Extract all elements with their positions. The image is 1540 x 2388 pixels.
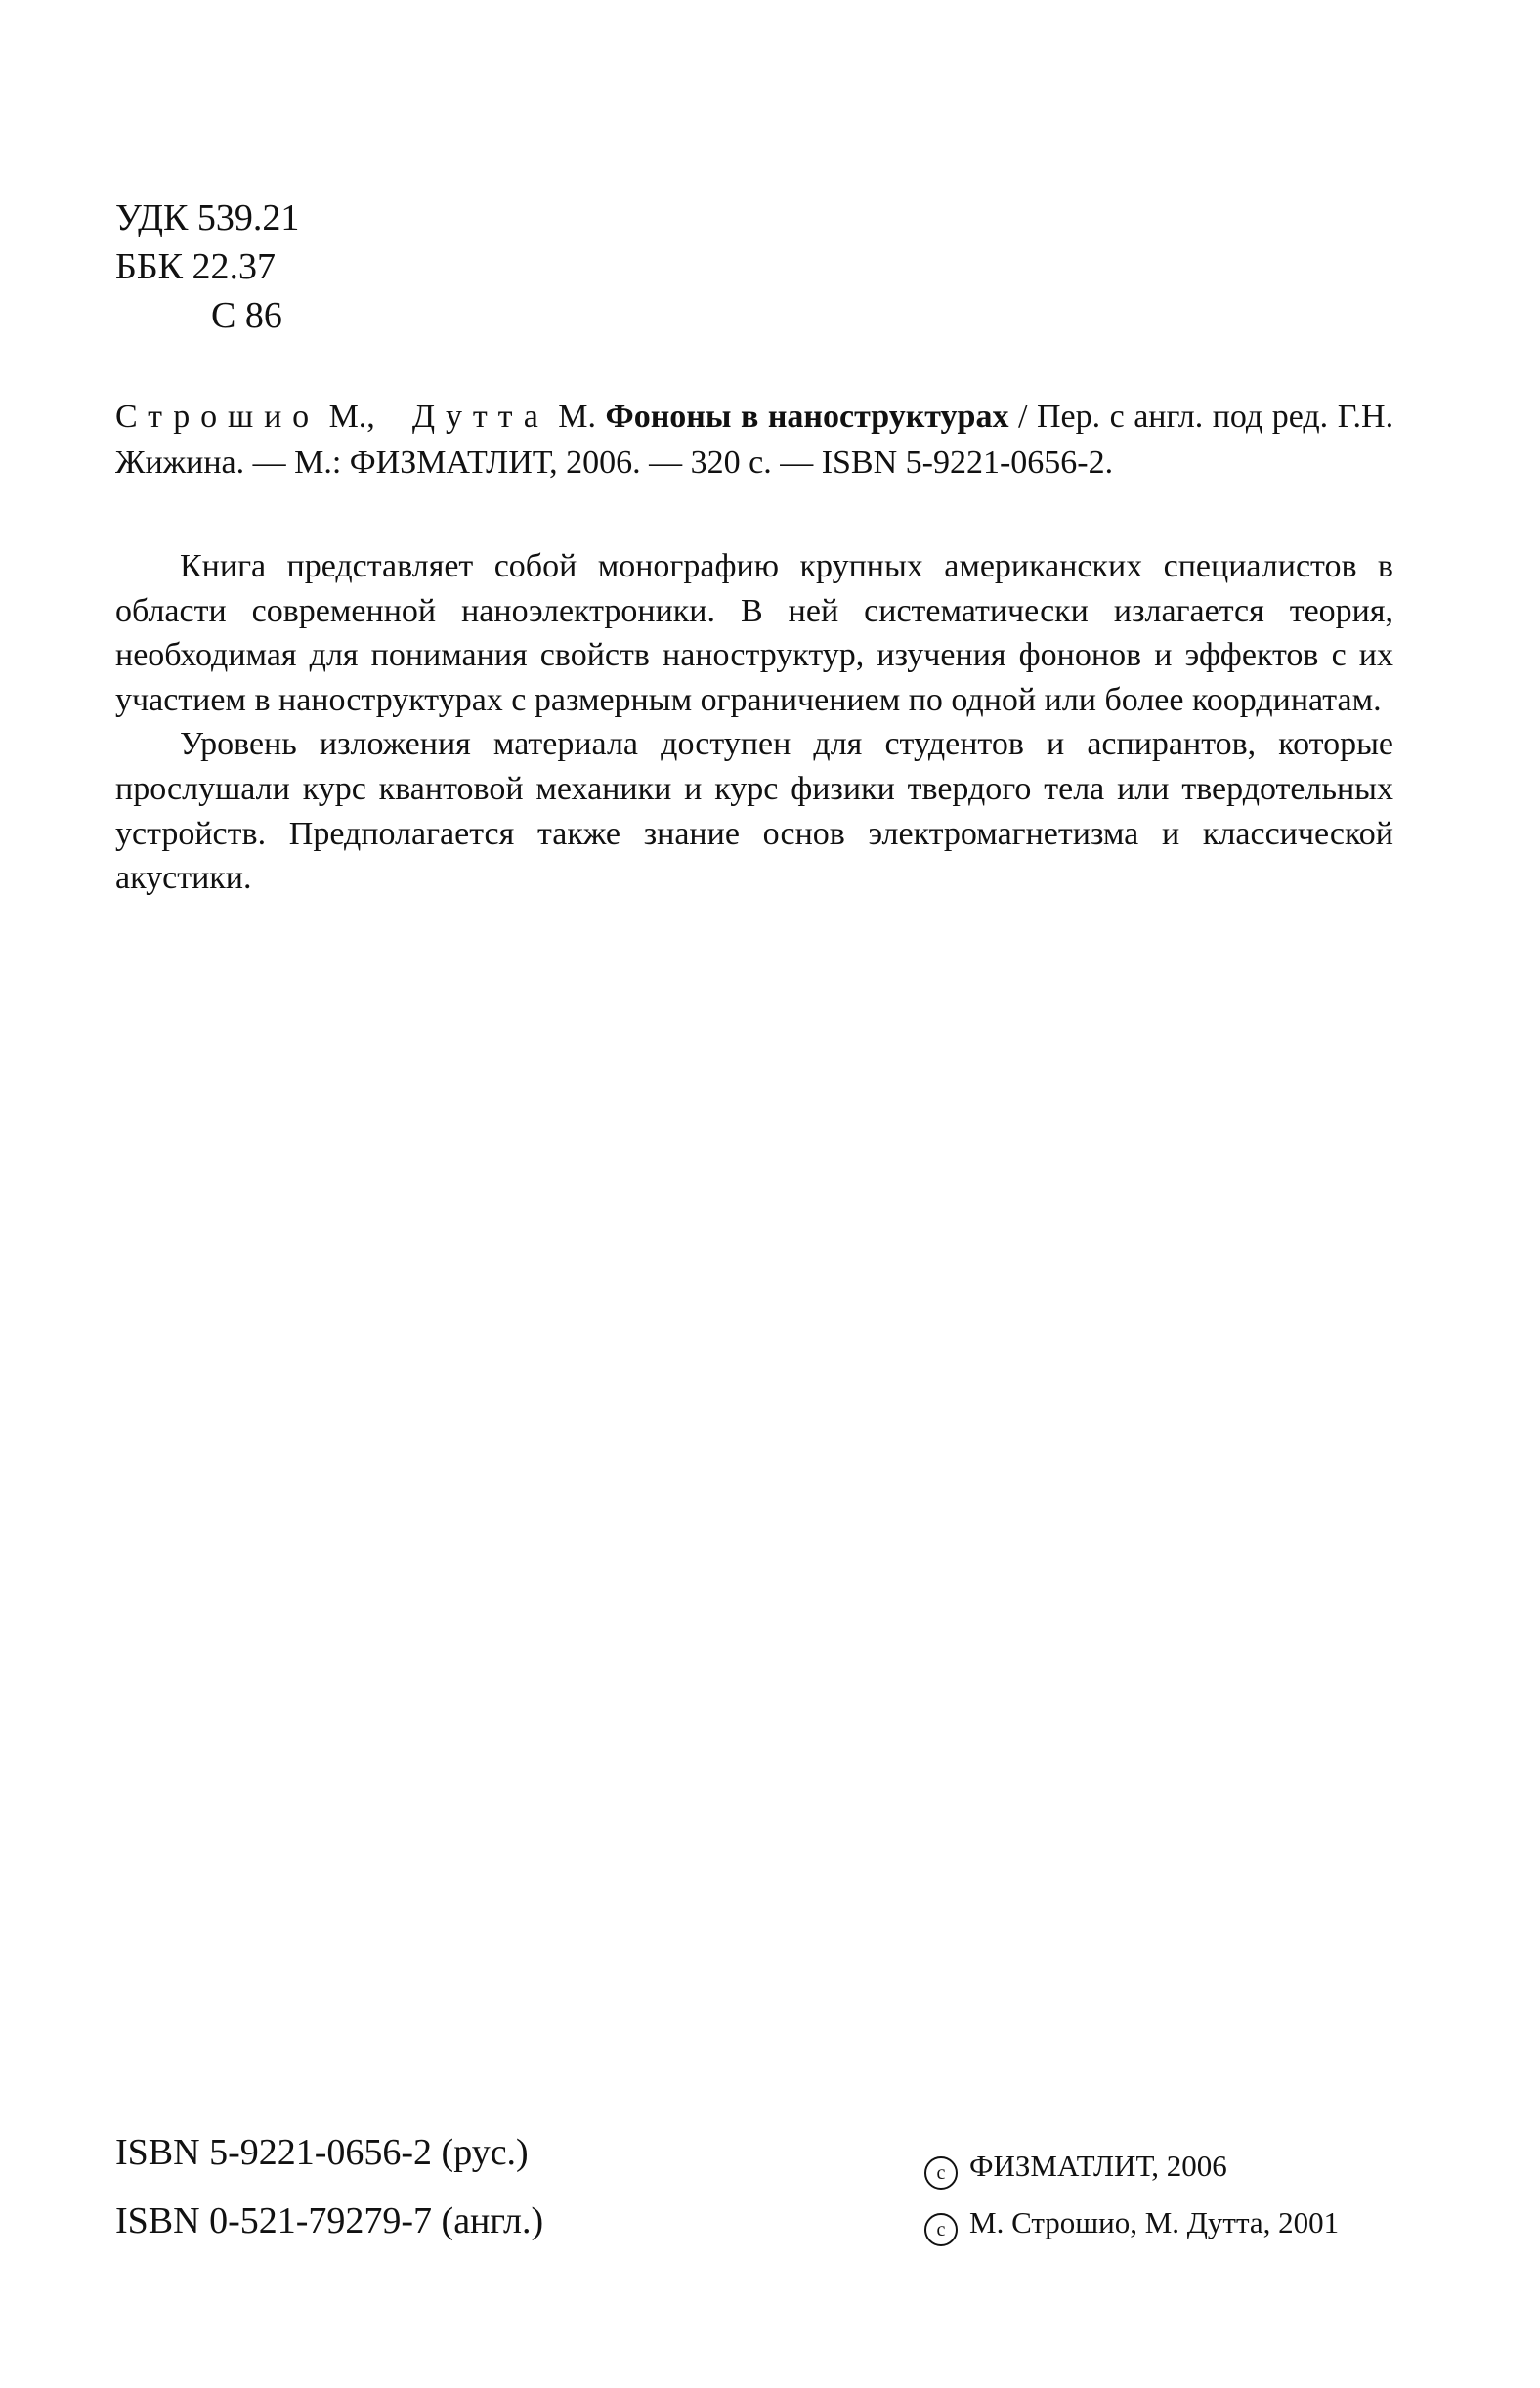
author-2-surname: Дутта <box>411 399 549 435</box>
annotation-paragraph-2: Уровень изложения материала доступен для студентов и аспирантов, которые прослушали курс квантовой механики и курс физики твердого тела или твердотельных устройств. Предполагается также знание основ электромагнетизма и классической акустики. <box>115 726 1393 897</box>
classification-codes <box>115 193 299 340</box>
author-1-surname: Строшио <box>115 399 321 435</box>
copyright-publisher-text: ФИЗМАТЛИТ, 2006 <box>969 2149 1227 2183</box>
copyright-authors-text: М. Строшио, М. Дутта, 2001 <box>969 2205 1340 2239</box>
copyright-icon: c <box>924 2213 958 2246</box>
copyright-authors <box>924 2195 1339 2251</box>
author-1-initial: М., <box>328 399 375 435</box>
book-title: Фононы в наноструктурах <box>605 399 1009 435</box>
author-mark: С 86 <box>211 295 282 336</box>
annotation-paragraph-1: Книга представляет собой монографию крупных американских специалистов в области современной наноэлектроники. В ней систематически излагается теория, необходимая для понимания свойств наноструктур, изучения фононов и эффектов с их участием в наноструктурах с размерным ограничением по одной или более координатам. <box>115 548 1393 718</box>
bibliographic-record <box>115 394 1393 486</box>
isbn-russian: ISBN 5-9221-0656-2 (рус.) <box>115 2132 529 2173</box>
isbn-list <box>115 2118 543 2255</box>
bibliography-details: / Пер. с англ. под ред. Г.Н. Жижина. — М.: ФИЗМАТЛИТ, 2006. — 320 с. — ISBN 5-9221-0656-2. <box>115 399 1394 481</box>
copyright-icon: c <box>924 2156 958 2190</box>
isbn-english: ISBN 0-521-79279-7 (англ.) <box>115 2200 544 2241</box>
author-2-initial: М. <box>558 399 596 435</box>
copyright-notices <box>924 2138 1339 2251</box>
annotation <box>115 544 1393 901</box>
bbk-code: ББК 22.37 <box>115 246 276 287</box>
copyright-publisher <box>924 2138 1339 2195</box>
udk-code: УДК 539.21 <box>115 197 300 238</box>
